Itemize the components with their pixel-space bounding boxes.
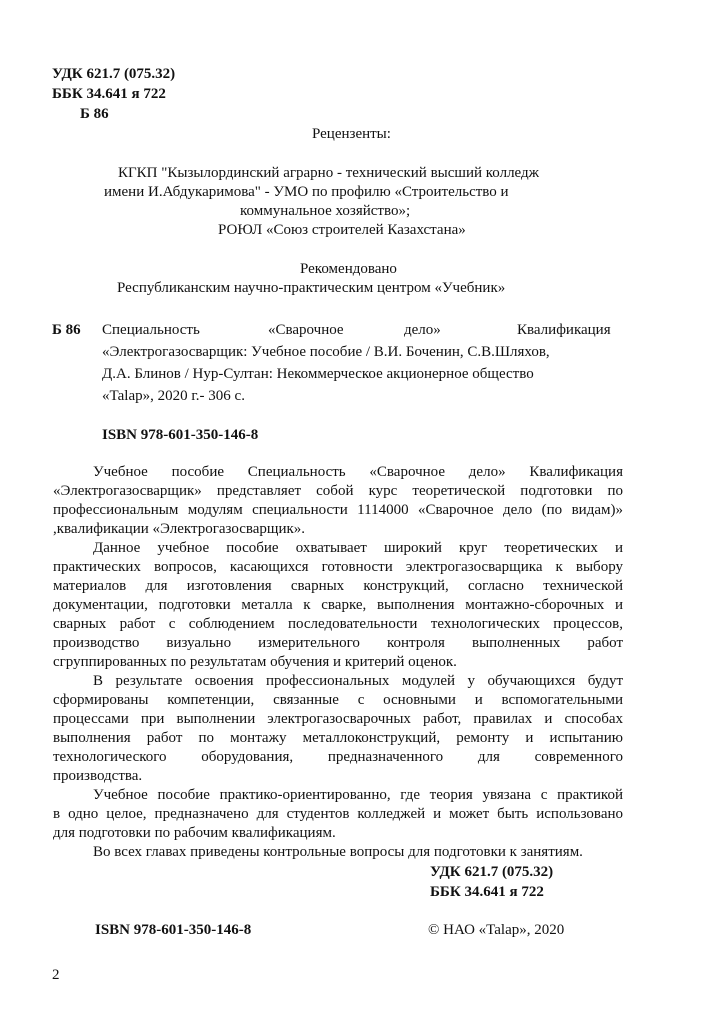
- p4-line-2: в одно целое, предназначено для студентов колледжей и может быть использовано: [53, 806, 623, 822]
- bib-line1-b: «Сварочное: [268, 322, 344, 338]
- page-number: 2: [52, 967, 60, 983]
- isbn-bottom: ISBN 978-601-350-146-8: [95, 922, 252, 938]
- annotation-paragraph-3: [53, 672, 623, 786]
- bbk-code-bottom: ББК 34.641 я 722: [430, 884, 544, 900]
- p4-line-3: для подготовки по рабочим квалификациям.: [53, 825, 336, 841]
- recommended-heading: Рекомендовано: [300, 261, 397, 277]
- p3-line-2: сформированы компетенции, связанные с основными и вспомогательными: [53, 692, 623, 708]
- p2-line-4: документации, подготовки металла к сварке, выполнения монтажно-сборочных и: [53, 597, 623, 613]
- bib-line1-c: дело»: [404, 322, 441, 338]
- p2-line-2: практических вопросов, касающихся готовности электрогазосварщика к выбору: [53, 559, 623, 575]
- annotation-paragraph-2: [53, 539, 623, 672]
- p3-line-6: производства.: [53, 768, 143, 784]
- bib-line2: «Электрогазосварщик: Учебное пособие / В.И. Боченин, С.В.Шляхов,: [102, 344, 550, 360]
- bibliographic-mark: Б 86: [52, 322, 81, 338]
- annotation-paragraph-1: [53, 463, 623, 539]
- annotation-paragraph-5: [53, 843, 623, 862]
- copyright: © НАО «Talap», 2020: [428, 922, 565, 938]
- reviewer-line-1: КГКП "Кызылординский аграрно - технический высший колледж: [118, 165, 540, 181]
- reviewer-line-3: коммунальное хозяйство»;: [240, 203, 411, 219]
- reviewer-line-2: имени И.Абдукаримова" - УМО по профилю «Строительство и: [104, 184, 509, 200]
- p2-line-3: материалов для изготовления сварных конструкций, согласно технической: [53, 578, 623, 594]
- recommended-line: Республиканским научно-практическим центром «Учебник»: [117, 280, 506, 296]
- author-mark: Б 86: [80, 106, 109, 122]
- p1-line-4: ,квалификации «Электрогазосварщик».: [53, 521, 306, 537]
- p2-line-7: сгруппированных по результатам обучения и критерий оценок.: [53, 654, 457, 670]
- udk-code-bottom: УДК 621.7 (075.32): [430, 864, 554, 880]
- p3-line-1: В результате освоения профессиональных модулей у обучающихся будут: [93, 673, 623, 689]
- bib-line3: Д.А. Блинов / Нур-Султан: Некоммерческое акционерное общество: [102, 366, 534, 382]
- p2-line-1: Данное учебное пособие охватывает широкий круг теоретических и: [93, 540, 623, 556]
- p2-line-5: сварных работ с соблюдением последовательности технологических процессов,: [53, 616, 623, 632]
- p1-line-2: «Электрогазосварщик» представляет собой курс теоретической подготовки по: [53, 483, 623, 499]
- udk-code: УДК 621.7 (075.32): [52, 66, 176, 82]
- bib-line1-d: Квалификация: [517, 322, 611, 338]
- p3-line-4: выполнения работ по монтажу металлоконструкций, ремонту и испытанию: [53, 730, 623, 746]
- reviewers-heading: Рецензенты:: [312, 126, 391, 142]
- annotation-paragraph-4: [53, 786, 623, 843]
- p4-line-1: Учебное пособие практико-ориентированно, где теория увязана с практикой: [93, 787, 623, 803]
- annotation: [53, 463, 623, 862]
- bib-line1-a: Специальность: [102, 322, 200, 338]
- p3-line-3: процессами при выполнении электрогазосварочных работ, правилах и способах: [53, 711, 623, 727]
- p2-line-6: производство визуально измерительного контроля выполненных работ: [53, 635, 623, 651]
- bbk-code: ББК 34.641 я 722: [52, 86, 166, 102]
- bib-line4: «Talap», 2020 г.- 306 с.: [102, 388, 245, 404]
- p1-line-3: профессиональным модулям специальности 1114000 «Сварочное дело (по видам)»: [53, 502, 623, 518]
- isbn-top: ISBN 978-601-350-146-8: [102, 427, 259, 443]
- p1-line-1: Учебное пособие Специальность «Сварочное дело» Квалификация: [93, 464, 623, 480]
- reviewer-line-4: РОЮЛ «Союз строителей Казахстана»: [218, 222, 466, 238]
- p5-line-1: Во всех главах приведены контрольные вопросы для подготовки к занятиям.: [93, 844, 583, 860]
- p3-line-5: технологического оборудования, предназначенного для современного: [53, 749, 623, 765]
